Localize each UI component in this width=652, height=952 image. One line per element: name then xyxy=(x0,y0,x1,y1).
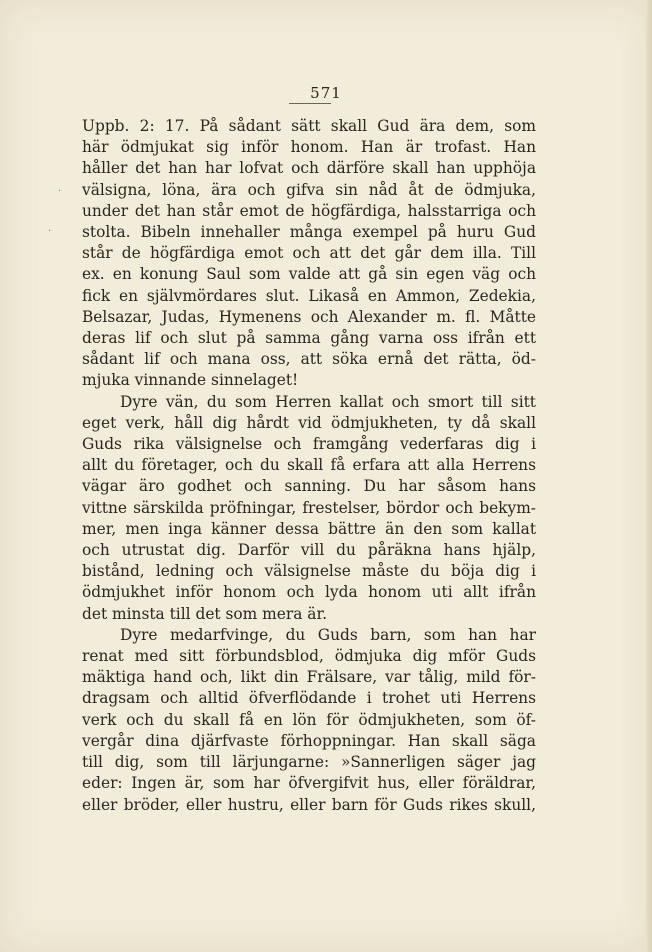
text-line: Guds rika välsignelse och framgång vederfaras dig i xyxy=(82,435,536,454)
text-line: Belsazar, Judas, Hymenens och Alexander m. fl. Måtte xyxy=(82,307,536,326)
text-line: mjuka vinnande sinnelaget! xyxy=(82,371,299,390)
text-line: mer, men inga känner dessa bättre än den som kallat xyxy=(82,519,536,538)
margin-speck: · xyxy=(58,186,62,197)
text-line: står de högfärdiga emot och att det går dem illa. Till xyxy=(82,244,536,263)
text-line: vergår dina djärfvaste förhoppningar. Han skall säga xyxy=(82,731,536,750)
text-line: Dyre vän, du som Herren kallat och smort till sitt xyxy=(120,392,536,411)
page-number-rule xyxy=(289,103,331,104)
text-line: sådant lif och mana oss, att söka ernå det rätta, öd- xyxy=(82,350,536,369)
page-number: 571 xyxy=(310,84,342,102)
text-line: allt du företager, och du skall få erfara att alla Herrens xyxy=(82,456,536,475)
text-line: vittne särskilda pröfningar, frestelser, bördor och bekym- xyxy=(82,498,536,517)
text-line: här ödmjukat sig inför honom. Han är trofast. Han xyxy=(82,138,536,157)
text-line: Dyre medarfvinge, du Guds barn, som han har xyxy=(120,625,536,644)
margin-speck: · xyxy=(48,226,52,237)
text-line: bistånd, ledning och välsignelse måste du böja dig i xyxy=(82,562,536,581)
text-line: under det han står emot de högfärdiga, halsstarriga och xyxy=(82,201,536,220)
text-line: stolta. Bibeln innehaller många exempel på huru Gud xyxy=(82,223,536,242)
text-line: ödmjukhet inför honom och lyda honom uti allt ifrån xyxy=(82,583,536,602)
text-line: deras lif och slut på samma gång varna oss ifrån ett xyxy=(82,329,536,348)
page-edge xyxy=(646,0,652,952)
text-line: det minsta till det som mera är. xyxy=(82,604,328,623)
text-line: mäktiga hand och, likt din Frälsare, var tålig, mild för- xyxy=(82,668,536,687)
text-line: fick en självmördares slut. Likaså en Ammon, Zedekia, xyxy=(82,286,536,305)
text-line: eller bröder, eller hustru, eller barn för Guds rikes skull, xyxy=(82,795,536,814)
text-line: dragsam och alltid öfverflödande i trohet uti Herrens xyxy=(82,689,536,708)
text-line: eder: Ingen är, som har öfvergifvit hus, eller föräldrar, xyxy=(82,774,536,793)
text-line: vägar äro godhet och sanning. Du har såsom hans xyxy=(82,477,536,496)
body-text xyxy=(82,116,536,816)
text-line: verk och du skall få en lön för ödmjukheten, som öf- xyxy=(82,710,536,729)
text-line: eget verk, håll dig hårdt vid ödmjukheten, ty då skall xyxy=(82,413,536,432)
text-line: välsigna, löna, ära och gifva sin nåd åt de ödmjuka, xyxy=(82,180,536,199)
text-line: och utrustat dig. Darför vill du påräkna hans hjälp, xyxy=(82,541,536,560)
text-line: Uppb. 2: 17. På sådant sätt skall Gud ära dem, som xyxy=(82,117,536,135)
text-line: ex. en konung Saul som valde att gå sin egen väg och xyxy=(82,265,536,284)
text-line: håller det han har lofvat och därföre skall han upphöja xyxy=(82,159,536,178)
text-line: renat med sitt förbundsblod, ödmjuka dig mför Guds xyxy=(82,647,536,666)
text-line: till dig, som till lärjungarne: »Sannerligen säger jag xyxy=(82,753,536,772)
